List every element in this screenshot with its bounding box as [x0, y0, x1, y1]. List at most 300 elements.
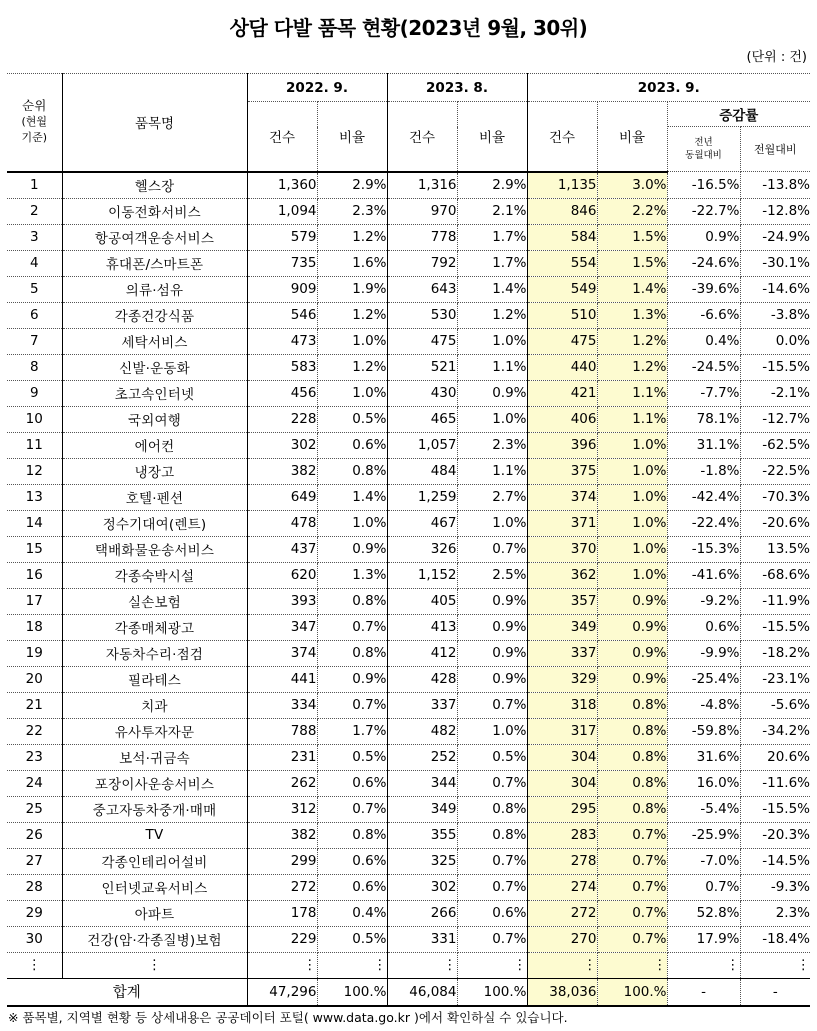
cell-ratio_2209: 2.3% — [317, 198, 387, 224]
cell-mom: -20.3% — [740, 822, 810, 848]
cell-rank: 6 — [7, 302, 62, 328]
cell-mom: 20.6% — [740, 744, 810, 770]
cell-mom: -14.5% — [740, 848, 810, 874]
cell-ratio_2309: 0.7% — [597, 926, 667, 952]
cell-rank: 5 — [7, 276, 62, 302]
cell-item: 신발·운동화 — [62, 354, 247, 380]
table-row — [7, 874, 810, 900]
cell-rank: 28 — [7, 874, 62, 900]
cell-yoy: 0.6% — [667, 614, 740, 640]
cell-mom: -34.2% — [740, 718, 810, 744]
cell-mom: -23.1% — [740, 666, 810, 692]
cell-rank: 24 — [7, 770, 62, 796]
cell-count_2308: 482 — [387, 718, 457, 744]
cell-ratio_2309: 1.0% — [597, 484, 667, 510]
table-row — [7, 432, 810, 458]
cell-item: 인터넷교육서비스 — [62, 874, 247, 900]
cell-count_2209: 583 — [247, 354, 317, 380]
cell-ratio_2209: 1.4% — [317, 484, 387, 510]
cell-ratio_2308: 0.9% — [457, 614, 527, 640]
cell-mom: 2.3% — [740, 900, 810, 926]
cell-count_2209: 374 — [247, 640, 317, 666]
cell-rank: 11 — [7, 432, 62, 458]
cell-rank: 13 — [7, 484, 62, 510]
cell-count_2209: 579 — [247, 224, 317, 250]
cell-count_2308: 792 — [387, 250, 457, 276]
cell-ratio_2209: 2.9% — [317, 172, 387, 199]
cell-count_2209: 382 — [247, 458, 317, 484]
cell-yoy: -16.5% — [667, 172, 740, 199]
table-row — [7, 302, 810, 328]
cell-rank: 16 — [7, 562, 62, 588]
cell-count_2308: 1,316 — [387, 172, 457, 199]
cell-yoy: -59.8% — [667, 718, 740, 744]
cell-count_2309: 475 — [527, 328, 597, 354]
cell-count_2309: 374 — [527, 484, 597, 510]
item-header: 품목명 — [62, 74, 247, 172]
table-row — [7, 172, 810, 199]
cell-item: 휴대폰/스마트폰 — [62, 250, 247, 276]
cell-count_2308: 302 — [387, 874, 457, 900]
cell-yoy: 16.0% — [667, 770, 740, 796]
cell-count_2209: ⋮ — [247, 952, 317, 978]
cell-ratio_2309: 1.5% — [597, 224, 667, 250]
cell-mom: -15.5% — [740, 614, 810, 640]
cell-yoy: -42.4% — [667, 484, 740, 510]
cell-mom: -30.1% — [740, 250, 810, 276]
cell-rank: 22 — [7, 718, 62, 744]
cell-count_2308: 778 — [387, 224, 457, 250]
cell-rank: 9 — [7, 380, 62, 406]
cell-count_2309: 304 — [527, 744, 597, 770]
consultation-table — [7, 73, 810, 1007]
cell-count_2308: 521 — [387, 354, 457, 380]
cell-mom: -24.9% — [740, 224, 810, 250]
cell-ratio_2209: 0.4% — [317, 900, 387, 926]
cell-item: 각종매체광고 — [62, 614, 247, 640]
total-label: 합계 — [7, 978, 247, 1006]
cell-ratio_2209: 0.5% — [317, 406, 387, 432]
cell-rank: 17 — [7, 588, 62, 614]
cell-ratio_2308: 0.7% — [457, 770, 527, 796]
cell-ratio_2309: 1.2% — [597, 328, 667, 354]
cell-item: 자동차수리·점검 — [62, 640, 247, 666]
table-row — [7, 822, 810, 848]
total-row — [7, 978, 810, 1006]
total-cell: 46,084 — [387, 978, 457, 1006]
cell-count_2309: 295 — [527, 796, 597, 822]
cell-ratio_2309: 0.7% — [597, 874, 667, 900]
count-header-2022: 건수 — [247, 102, 317, 172]
cell-yoy: -22.7% — [667, 198, 740, 224]
cell-count_2309: 337 — [527, 640, 597, 666]
cell-count_2209: 788 — [247, 718, 317, 744]
cell-ratio_2308: 1.1% — [457, 458, 527, 484]
cell-item: TV — [62, 822, 247, 848]
cell-rank: 15 — [7, 536, 62, 562]
cell-ratio_2309: 3.0% — [597, 172, 667, 199]
table-row — [7, 250, 810, 276]
cell-yoy: 31.6% — [667, 744, 740, 770]
cell-yoy: 0.7% — [667, 874, 740, 900]
cell-count_2309: 362 — [527, 562, 597, 588]
cell-mom: -70.3% — [740, 484, 810, 510]
cell-rank: 25 — [7, 796, 62, 822]
cell-ratio_2308: 0.9% — [457, 640, 527, 666]
cell-count_2309: 304 — [527, 770, 597, 796]
table-row — [7, 614, 810, 640]
cell-count_2209: 299 — [247, 848, 317, 874]
cell-ratio_2209: 1.6% — [317, 250, 387, 276]
cell-count_2209: 229 — [247, 926, 317, 952]
cell-count_2209: 456 — [247, 380, 317, 406]
cell-item: 치과 — [62, 692, 247, 718]
total-cell: 47,296 — [247, 978, 317, 1006]
rank-header: 순위 (현월 기준) — [7, 74, 62, 172]
cell-ratio_2308: 0.7% — [457, 692, 527, 718]
table-row — [7, 692, 810, 718]
cell-ratio_2209: 0.6% — [317, 770, 387, 796]
cell-ratio_2309: 1.0% — [597, 432, 667, 458]
cell-ratio_2308: 0.9% — [457, 666, 527, 692]
cell-rank: 12 — [7, 458, 62, 484]
cell-ratio_2308: 1.0% — [457, 718, 527, 744]
cell-count_2308: 355 — [387, 822, 457, 848]
table-row — [7, 562, 810, 588]
cell-count_2308: 266 — [387, 900, 457, 926]
cell-count_2309: ⋮ — [527, 952, 597, 978]
cell-mom: -11.6% — [740, 770, 810, 796]
cell-item: 이동전화서비스 — [62, 198, 247, 224]
cell-ratio_2209: 0.6% — [317, 432, 387, 458]
cell-count_2309: 357 — [527, 588, 597, 614]
cell-yoy: 0.9% — [667, 224, 740, 250]
cell-count_2308: 484 — [387, 458, 457, 484]
cell-count_2309: 370 — [527, 536, 597, 562]
cell-count_2308: 430 — [387, 380, 457, 406]
cell-ratio_2309: 0.8% — [597, 770, 667, 796]
table-row — [7, 354, 810, 380]
cell-ratio_2209: 0.7% — [317, 796, 387, 822]
cell-item: 각종숙박시설 — [62, 562, 247, 588]
cell-count_2308: 475 — [387, 328, 457, 354]
cell-rank: 7 — [7, 328, 62, 354]
table-row — [7, 458, 810, 484]
period-2023-09-header: 2023. 9. — [527, 74, 810, 102]
cell-count_2309: 270 — [527, 926, 597, 952]
cell-count_2309: 349 — [527, 614, 597, 640]
cell-count_2308: 1,057 — [387, 432, 457, 458]
table-row — [7, 718, 810, 744]
cell-count_2309: 274 — [527, 874, 597, 900]
cell-count_2309: 421 — [527, 380, 597, 406]
cell-item: 필라테스 — [62, 666, 247, 692]
cell-count_2209: 441 — [247, 666, 317, 692]
cell-rank: 3 — [7, 224, 62, 250]
table-row — [7, 328, 810, 354]
cell-count_2209: 546 — [247, 302, 317, 328]
cell-mom: 13.5% — [740, 536, 810, 562]
cell-count_2209: 178 — [247, 900, 317, 926]
cell-count_2309: 440 — [527, 354, 597, 380]
table-row — [7, 666, 810, 692]
table-row — [7, 276, 810, 302]
cell-ratio_2309: 0.9% — [597, 666, 667, 692]
cell-ratio_2309: 1.0% — [597, 562, 667, 588]
cell-ratio_2309: 1.2% — [597, 354, 667, 380]
total-cell: - — [667, 978, 740, 1006]
unit-label: (단위 : 건) — [746, 50, 807, 65]
cell-ratio_2308: 1.0% — [457, 510, 527, 536]
cell-item: 포장이사운송서비스 — [62, 770, 247, 796]
count-header-2308: 건수 — [387, 102, 457, 172]
table-row — [7, 770, 810, 796]
cell-ratio_2209: 1.9% — [317, 276, 387, 302]
cell-ratio_2309: 1.0% — [597, 458, 667, 484]
cell-rank: 8 — [7, 354, 62, 380]
cell-count_2308: 970 — [387, 198, 457, 224]
cell-mom: -5.6% — [740, 692, 810, 718]
table-row — [7, 588, 810, 614]
table-row — [7, 926, 810, 952]
cell-rank: 27 — [7, 848, 62, 874]
cell-mom: 0.0% — [740, 328, 810, 354]
cell-yoy: 0.4% — [667, 328, 740, 354]
cell-mom: -9.3% — [740, 874, 810, 900]
cell-ratio_2308: 0.9% — [457, 380, 527, 406]
cell-rank: 21 — [7, 692, 62, 718]
total-cell: - — [740, 978, 810, 1006]
cell-ratio_2308: 1.7% — [457, 224, 527, 250]
cell-yoy: -25.9% — [667, 822, 740, 848]
cell-ratio_2309: 0.9% — [597, 640, 667, 666]
cell-mom: -13.8% — [740, 172, 810, 199]
ratio-header-2308: 비율 — [457, 102, 527, 172]
cell-count_2309: 510 — [527, 302, 597, 328]
cell-count_2309: 406 — [527, 406, 597, 432]
cell-rank: 10 — [7, 406, 62, 432]
table-row — [7, 796, 810, 822]
table-row — [7, 380, 810, 406]
cell-item: 냉장고 — [62, 458, 247, 484]
table-row — [7, 510, 810, 536]
ellipsis-row — [7, 952, 810, 978]
cell-ratio_2209: 0.6% — [317, 874, 387, 900]
cell-rank: 26 — [7, 822, 62, 848]
cell-count_2308: 1,152 — [387, 562, 457, 588]
cell-ratio_2209: 1.2% — [317, 302, 387, 328]
cell-yoy: -15.3% — [667, 536, 740, 562]
cell-ratio_2308: 1.2% — [457, 302, 527, 328]
cell-count_2309: 371 — [527, 510, 597, 536]
cell-mom: -2.1% — [740, 380, 810, 406]
cell-rank: 30 — [7, 926, 62, 952]
cell-count_2309: 584 — [527, 224, 597, 250]
cell-mom: -18.4% — [740, 926, 810, 952]
cell-ratio_2308: 1.0% — [457, 328, 527, 354]
cell-ratio_2308: 2.5% — [457, 562, 527, 588]
cell-mom: -15.5% — [740, 796, 810, 822]
cell-mom: -20.6% — [740, 510, 810, 536]
cell-rank: 23 — [7, 744, 62, 770]
cell-yoy: 17.9% — [667, 926, 740, 952]
period-2022-09-header: 2022. 9. — [247, 74, 387, 102]
cell-yoy: -5.4% — [667, 796, 740, 822]
cell-count_2309: 278 — [527, 848, 597, 874]
cell-yoy: 78.1% — [667, 406, 740, 432]
ratio-header-2309: 비율 — [597, 102, 667, 172]
cell-yoy: -4.8% — [667, 692, 740, 718]
cell-ratio_2209: 0.5% — [317, 744, 387, 770]
cell-count_2308: 428 — [387, 666, 457, 692]
cell-count_2209: 1,360 — [247, 172, 317, 199]
cell-ratio_2209: 1.2% — [317, 354, 387, 380]
cell-count_2309: 272 — [527, 900, 597, 926]
cell-mom: -3.8% — [740, 302, 810, 328]
cell-ratio_2309: 1.3% — [597, 302, 667, 328]
cell-item: 세탁서비스 — [62, 328, 247, 354]
cell-rank: 1 — [7, 172, 62, 199]
period-2023-08-header: 2023. 8. — [387, 74, 527, 102]
cell-item: 유사투자자문 — [62, 718, 247, 744]
cell-count_2308: 331 — [387, 926, 457, 952]
cell-rank: ⋮ — [7, 952, 62, 978]
change-header: 증감률 — [667, 102, 810, 127]
cell-mom: -15.5% — [740, 354, 810, 380]
cell-count_2309: 318 — [527, 692, 597, 718]
cell-item: 호텔·펜션 — [62, 484, 247, 510]
cell-ratio_2308: 0.8% — [457, 822, 527, 848]
ratio-header-2022: 비율 — [317, 102, 387, 172]
cell-ratio_2309: ⋮ — [597, 952, 667, 978]
cell-yoy: -9.9% — [667, 640, 740, 666]
cell-ratio_2309: 0.7% — [597, 822, 667, 848]
cell-item: 택배화물운송서비스 — [62, 536, 247, 562]
cell-ratio_2309: 1.1% — [597, 380, 667, 406]
cell-ratio_2309: 1.0% — [597, 536, 667, 562]
cell-ratio_2308: 1.1% — [457, 354, 527, 380]
table-row — [7, 848, 810, 874]
total-cell: 100.% — [597, 978, 667, 1006]
cell-count_2308: ⋮ — [387, 952, 457, 978]
cell-ratio_2308: 0.7% — [457, 536, 527, 562]
cell-item: 각종건강식품 — [62, 302, 247, 328]
cell-count_2308: 530 — [387, 302, 457, 328]
cell-rank: 29 — [7, 900, 62, 926]
cell-yoy: -7.7% — [667, 380, 740, 406]
cell-item: 각종인테리어설비 — [62, 848, 247, 874]
cell-mom: -14.6% — [740, 276, 810, 302]
cell-item: ⋮ — [62, 952, 247, 978]
cell-ratio_2209: 0.7% — [317, 614, 387, 640]
total-cell: 100.% — [317, 978, 387, 1006]
mom-header: 전월대비 — [740, 127, 810, 172]
cell-ratio_2309: 0.9% — [597, 588, 667, 614]
cell-count_2209: 735 — [247, 250, 317, 276]
cell-ratio_2209: 0.7% — [317, 692, 387, 718]
cell-count_2209: 437 — [247, 536, 317, 562]
cell-count_2308: 465 — [387, 406, 457, 432]
cell-ratio_2309: 2.2% — [597, 198, 667, 224]
cell-count_2309: 396 — [527, 432, 597, 458]
cell-count_2209: 649 — [247, 484, 317, 510]
cell-ratio_2308: 2.7% — [457, 484, 527, 510]
cell-item: 항공여객운송서비스 — [62, 224, 247, 250]
cell-count_2308: 337 — [387, 692, 457, 718]
table-row — [7, 484, 810, 510]
cell-ratio_2309: 1.1% — [597, 406, 667, 432]
cell-ratio_2309: 0.8% — [597, 744, 667, 770]
table-row — [7, 406, 810, 432]
cell-count_2209: 228 — [247, 406, 317, 432]
cell-mom: -22.5% — [740, 458, 810, 484]
count-header-2309: 건수 — [527, 102, 597, 172]
footnote: ※ 품목별, 지역별 현황 등 상세내용은 공공데이터 포털( www.data.go.kr )에서 확인하실 수 있습니다. — [8, 1010, 568, 1025]
cell-count_2309: 554 — [527, 250, 597, 276]
cell-count_2309: 1,135 — [527, 172, 597, 199]
cell-ratio_2209: 1.7% — [317, 718, 387, 744]
cell-rank: 20 — [7, 666, 62, 692]
cell-item: 중고자동차중개·매매 — [62, 796, 247, 822]
cell-ratio_2209: 1.2% — [317, 224, 387, 250]
cell-ratio_2309: 0.7% — [597, 848, 667, 874]
total-cell: 38,036 — [527, 978, 597, 1006]
cell-item: 국외여행 — [62, 406, 247, 432]
cell-count_2209: 231 — [247, 744, 317, 770]
cell-item: 의류·섬유 — [62, 276, 247, 302]
page-title: 상담 다발 품목 현황(2023년 9월, 30위) — [229, 16, 588, 40]
cell-ratio_2209: 1.0% — [317, 328, 387, 354]
cell-yoy: -22.4% — [667, 510, 740, 536]
table-row — [7, 224, 810, 250]
cell-ratio_2309: 0.8% — [597, 796, 667, 822]
cell-ratio_2308: ⋮ — [457, 952, 527, 978]
cell-mom: -68.6% — [740, 562, 810, 588]
cell-rank: 18 — [7, 614, 62, 640]
cell-rank: 2 — [7, 198, 62, 224]
cell-ratio_2209: 1.3% — [317, 562, 387, 588]
table-row — [7, 198, 810, 224]
cell-ratio_2308: 0.7% — [457, 926, 527, 952]
cell-rank: 4 — [7, 250, 62, 276]
cell-count_2308: 1,259 — [387, 484, 457, 510]
cell-count_2209: 262 — [247, 770, 317, 796]
cell-mom: -12.7% — [740, 406, 810, 432]
cell-count_2209: 334 — [247, 692, 317, 718]
cell-item: 보석·귀금속 — [62, 744, 247, 770]
cell-count_2209: 620 — [247, 562, 317, 588]
cell-ratio_2309: 0.8% — [597, 718, 667, 744]
cell-ratio_2308: 2.3% — [457, 432, 527, 458]
cell-count_2308: 643 — [387, 276, 457, 302]
table-row — [7, 900, 810, 926]
cell-ratio_2209: 0.8% — [317, 822, 387, 848]
cell-ratio_2209: 0.6% — [317, 848, 387, 874]
cell-item: 에어컨 — [62, 432, 247, 458]
cell-ratio_2308: 0.8% — [457, 796, 527, 822]
cell-ratio_2309: 0.8% — [597, 692, 667, 718]
cell-ratio_2308: 0.6% — [457, 900, 527, 926]
cell-yoy: -24.6% — [667, 250, 740, 276]
cell-ratio_2209: 1.0% — [317, 510, 387, 536]
cell-count_2209: 478 — [247, 510, 317, 536]
cell-count_2309: 846 — [527, 198, 597, 224]
cell-ratio_2309: 0.9% — [597, 614, 667, 640]
cell-count_2308: 467 — [387, 510, 457, 536]
cell-yoy: -1.8% — [667, 458, 740, 484]
table-row — [7, 640, 810, 666]
cell-yoy: 52.8% — [667, 900, 740, 926]
